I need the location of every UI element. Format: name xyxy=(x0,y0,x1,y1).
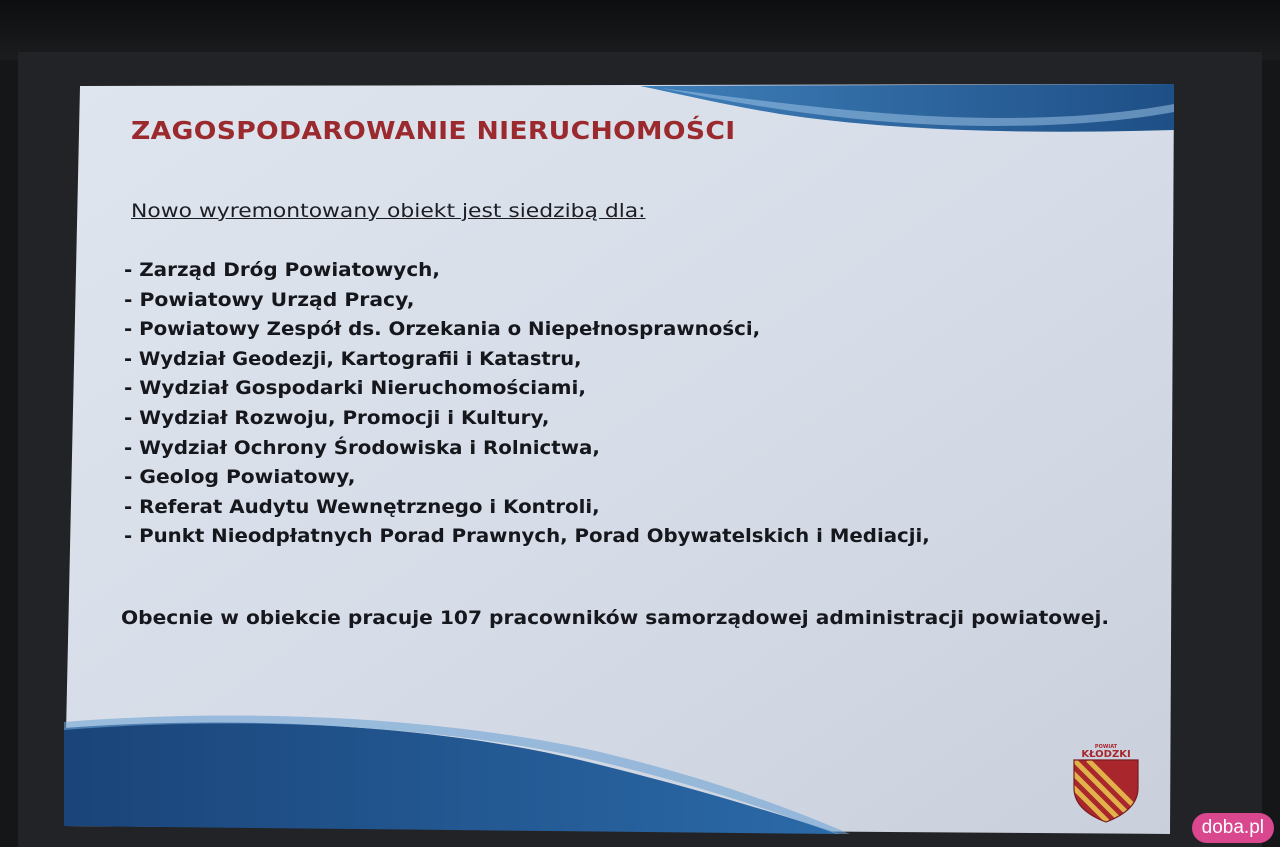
doba-watermark: doba.pl xyxy=(1192,813,1274,843)
slide-footer-note: Obecnie w obiekcie pracuje 107 pracowników samorządowej administracji powiatowej. xyxy=(121,607,1110,629)
list-item: - Geolog Powiatowy, xyxy=(124,466,356,489)
list-item: - Powiatowy Urząd Pracy, xyxy=(124,288,415,311)
logo-top-text: POWIAT xyxy=(1094,744,1118,750)
list-item: - Wydział Rozwoju, Promocji i Kultury, xyxy=(124,406,550,429)
list-item: - Wydział Gospodarki Nieruchomościami, xyxy=(124,377,586,400)
list-item: - Zarząd Dróg Powiatowych, xyxy=(124,259,440,281)
list-item: - Referat Audytu Wewnętrznego i Kontroli, xyxy=(124,495,600,518)
list-item: - Powiatowy Zespół ds. Orzekania o Niepełnosprawności, xyxy=(124,318,761,341)
slide-title: ZAGOSPODAROWANIE NIERUCHOMOŚCI xyxy=(131,116,736,145)
list-item: - Punkt Nieodpłatnych Porad Prawnych, Porad Obywatelskich i Mediacji, xyxy=(124,525,930,548)
slide-subtitle: Nowo wyremontowany obiekt jest siedzibą dla: xyxy=(131,200,646,222)
powiat-klodzki-logo xyxy=(1070,742,1142,824)
logo-name-text: KŁODZKI xyxy=(1081,749,1131,760)
list-item: - Wydział Geodezji, Kartografii i Katastru, xyxy=(124,347,582,370)
list-item: - Wydział Ochrony Środowiska i Rolnictwa, xyxy=(124,436,600,459)
entity-list xyxy=(124,256,930,552)
